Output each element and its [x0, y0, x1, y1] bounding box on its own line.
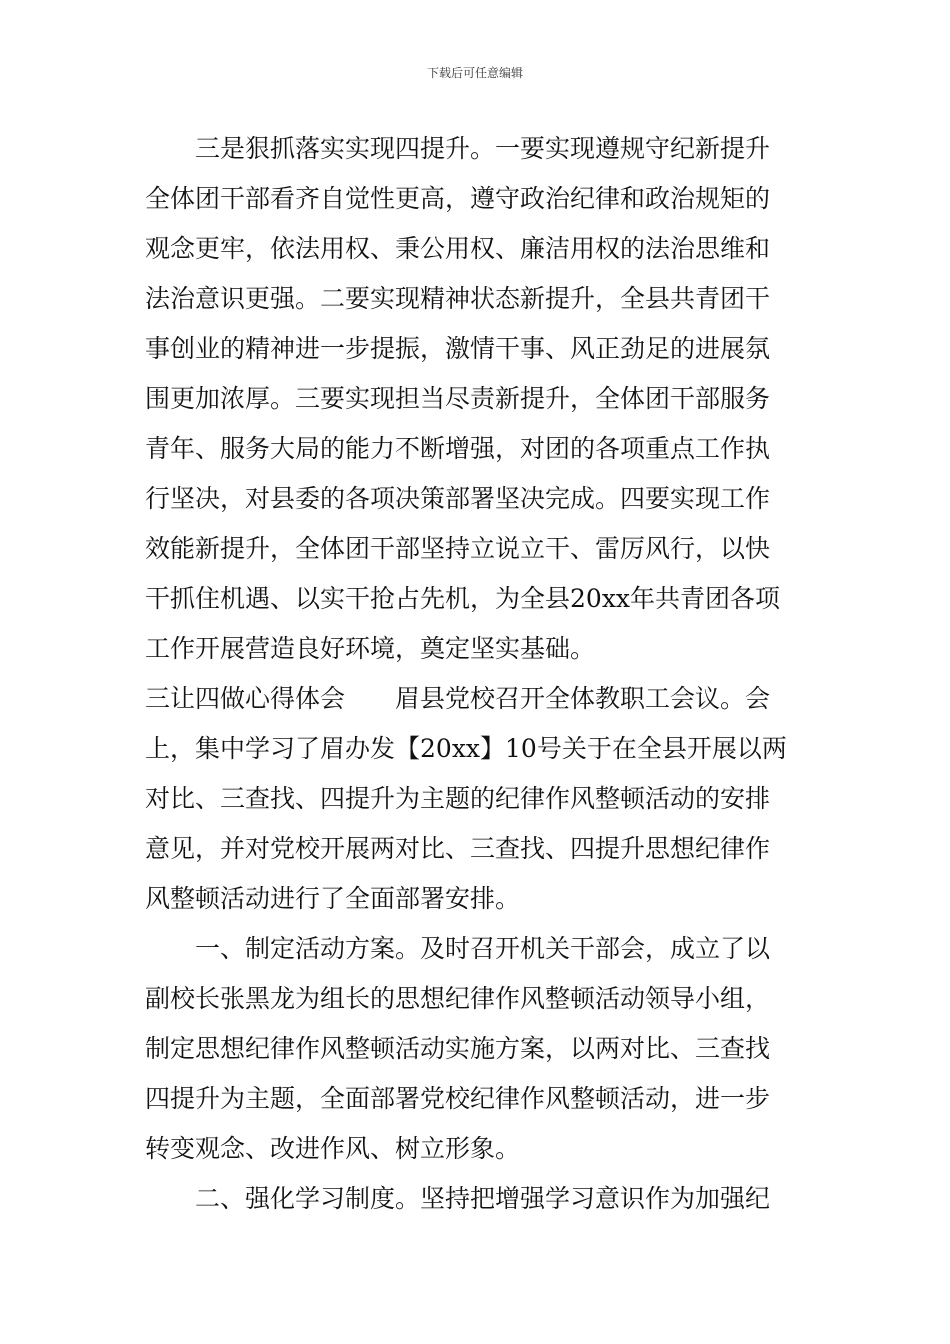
text-line: 行坚决，对县委的各项决策部署坚决完成。四要实现工作 — [145, 484, 771, 513]
text-line: 围更加浓厚。三要实现担当尽责新提升，全体团干部服务 — [145, 384, 771, 413]
text-line: 二、强化学习制度。坚持把增强学习意识作为加强纪 — [195, 1184, 771, 1213]
text-line-heading — [145, 674, 810, 724]
text-line: 青年、服务大局的能力不断增强，对团的各项重点工作执 — [145, 434, 771, 463]
text-line: 事创业的精神进一步提振，激情干事、风正劲足的进展氛 — [145, 334, 771, 363]
text-line: 对比、三查找、四提升为主题的纪律作风整顿活动的安排 — [145, 784, 771, 813]
text-line: 制定思想纪律作风整顿活动实施方案，以两对比、三查找 — [145, 1034, 771, 1063]
text-line: 法治意识更强。二要实现精神状态新提升，全县共青团干 — [145, 284, 771, 313]
document-body — [145, 124, 810, 1224]
text-line: 三是狠抓落实实现四提升。一要实现遵规守纪新提升 — [195, 134, 771, 163]
text-line: 转变观念、改进作风、树立形象。 — [145, 1134, 521, 1163]
text-line: 上，集中学习了眉办发【20xx】10号关于在全县开展以两 — [145, 734, 787, 763]
text-line: 一、制定活动方案。及时召开机关干部会，成立了以 — [195, 934, 771, 963]
section-text: 眉县党校召开全体教职工会议。会 — [395, 684, 771, 713]
section-title: 三让四做心得体会 — [145, 684, 346, 713]
text-line: 干抓住机遇、以实干抢占先机，为全县20xx年共青团各项 — [145, 584, 781, 613]
text-line: 观念更牢，依法用权、秉公用权、廉洁用权的法治思维和 — [145, 234, 771, 263]
text-line: 工作开展营造良好环境，奠定坚实基础。 — [145, 634, 596, 663]
text-line: 副校长张黑龙为组长的思想纪律作风整顿活动领导小组， — [145, 984, 771, 1013]
text-line: 效能新提升，全体团干部坚持立说立干、雷厉风行，以快 — [145, 534, 771, 563]
page-header: 下载后可任意编辑 — [426, 66, 523, 80]
text-line: 四提升为主题，全面部署党校纪律作风整顿活动，进一步 — [145, 1084, 771, 1113]
text-line: 意见，并对党校开展两对比、三查找、四提升思想纪律作 — [145, 834, 771, 863]
text-line: 全体团干部看齐自觉性更高，遵守政治纪律和政治规矩的 — [145, 184, 771, 213]
text-line: 风整顿活动进行了全面部署安排。 — [145, 884, 521, 913]
